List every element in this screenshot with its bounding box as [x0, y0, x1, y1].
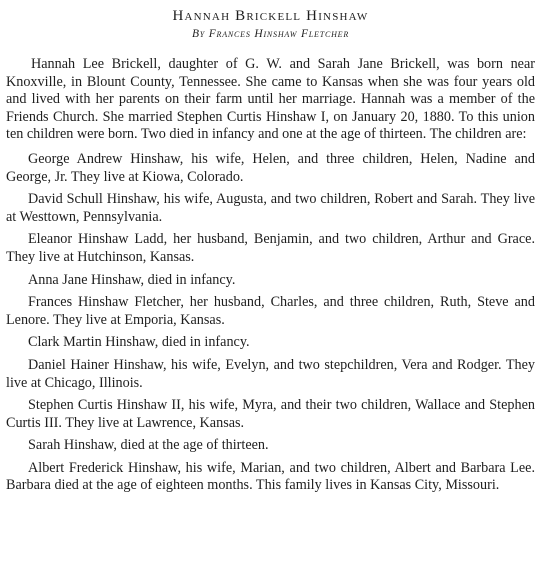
intro-paragraph: Hannah Lee Brickell, daughter of G. W. and Sarah Jane Brickell, was born near Knoxville, in Blount County, Tennessee. She came to Kansas when she was four years old and lived with her parents on their farm until her marriage. Hannah was a member of the Friends Church. She married Stephen Curtis Hinshaw I, on January 20, 1880. To this union ten children were born. Two died in infancy and one at the age of thirteen. The children are:: [6, 56, 535, 143]
article-byline: By Frances Hinshaw Fletcher: [191, 28, 350, 40]
child-entry: Albert Frederick Hinshaw, his wife, Marian, and two children, Albert and Barbara Lee. Barbara died at the age of eighteen months. This family lives in Kansas City, Missouri.: [6, 459, 535, 494]
child-entry: Stephen Curtis Hinshaw II, his wife, Myra, and their two children, Wallace and Stephen Curtis III. They live at Lawrence, Kansas.: [6, 397, 535, 431]
child-entry: Daniel Hainer Hinshaw, his wife, Evelyn, and two stepchildren, Vera and Rodger. They live at Chicago, Illinois.: [6, 356, 535, 391]
child-entry: Clark Martin Hinshaw, died in infancy.: [28, 334, 250, 351]
child-entry: David Schull Hinshaw, his wife, Augusta, and two children, Robert and Sarah. They live at Westtown, Pennsylvania.: [6, 191, 535, 225]
child-entry: George Andrew Hinshaw, his wife, Helen, and three children, Helen, Nadine and George, Jr. They live at Kiowa, Colorado.: [6, 150, 535, 185]
child-entry: Frances Hinshaw Fletcher, her husband, Charles, and three children, Ruth, Steve and Lenore. They live at Emporia, Kansas.: [6, 294, 535, 328]
child-entry: Eleanor Hinshaw Ladd, her husband, Benjamin, and two children, Arthur and Grace. They live at Hutchinson, Kansas.: [6, 231, 535, 265]
article-title: Hannah Brickell Hinshaw: [172, 8, 369, 24]
child-entry: Anna Jane Hinshaw, died in infancy.: [28, 271, 236, 288]
child-entry: Sarah Hinshaw, died at the age of thirteen.: [28, 437, 269, 454]
